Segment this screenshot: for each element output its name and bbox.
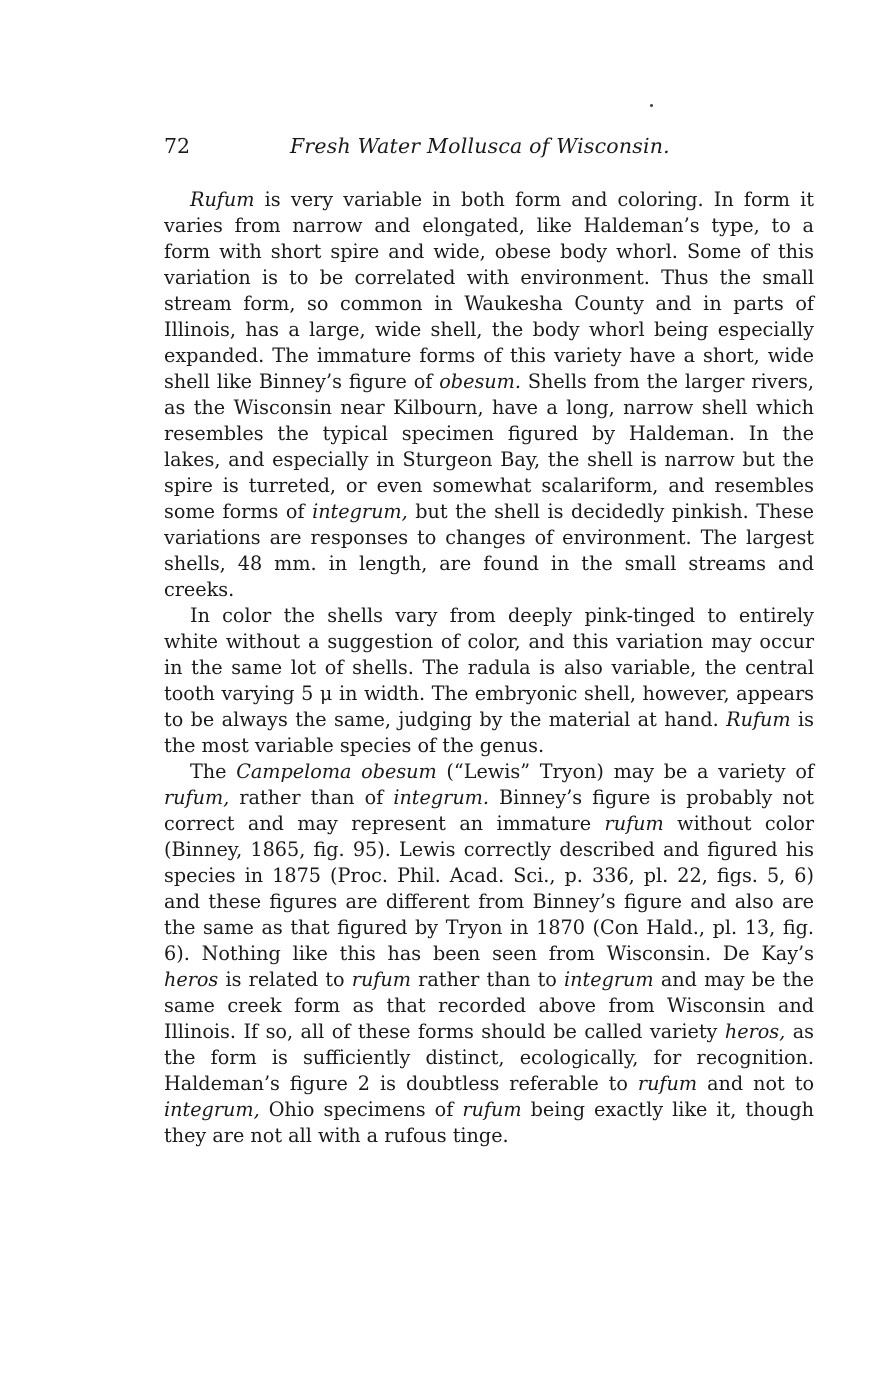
paragraph bbox=[164, 759, 814, 1149]
italic-term: integrum, bbox=[312, 500, 408, 523]
text-run: In color the shells vary from deeply pink-tinged to entirely white without a suggestion of color, and this variation may occur in the same lot of shells. The radula is also variable, the central tooth varying 5 μ in width. The embryonic shell, however, appears to be always the same, judging by the material at hand. bbox=[164, 604, 814, 731]
text-run: as the form is sufficiently distinct, ecologically, for recognition. Haldeman’s figure 2 is doubtless referable to bbox=[164, 1020, 814, 1095]
italic-term: rufum bbox=[604, 812, 664, 835]
italic-term: Campeloma obesum bbox=[236, 760, 437, 783]
page-number: 72 bbox=[164, 134, 191, 158]
paragraph bbox=[164, 187, 814, 603]
italic-term: integrum, bbox=[164, 1098, 260, 1121]
text-run: is the most variable species of the genus. bbox=[164, 708, 814, 757]
text-run: The bbox=[190, 760, 237, 783]
italic-term: heros, bbox=[724, 1020, 786, 1043]
text-run: and not to bbox=[697, 1072, 814, 1095]
text-run: is very variable in both form and coloring. In form it varies from narrow and elongated, like Haldeman’s type, to a form with short spire and wide, obese body whorl. Some of this variation is to be correlated with environment. Thus the small stream form, so common in Waukesha County and in parts of Illinois, has a large, wide shell, the body whorl being especially expanded. The immature forms of this variety have a short, wide shell like Binney’s figure of bbox=[164, 188, 814, 393]
text-run: (“Lewis” Tryon) may be a variety of bbox=[436, 760, 814, 783]
italic-term: rufum, bbox=[164, 786, 230, 809]
italic-term: obesum. bbox=[439, 370, 521, 393]
italic-term: rufum bbox=[637, 1072, 698, 1095]
text-run: is related to bbox=[218, 968, 352, 991]
text-run: being exactly like it, though they are not all with a rufous tinge. bbox=[164, 1098, 814, 1147]
text-run: Binney’s figure is probably not correct and may represent an immature bbox=[164, 786, 814, 835]
text-run: Shells from the larger rivers, as the Wisconsin near Kilbourn, have a long, narrow shell which resembles the typical specimen figured by Haldeman. In the lakes, and especially in Sturgeon Bay, the shell is narrow but the spire is turreted, or even somewhat scalariform, and resembles some forms of bbox=[164, 370, 814, 523]
italic-term: rufum bbox=[351, 968, 411, 991]
page-header bbox=[164, 134, 684, 164]
speck-mark bbox=[650, 104, 653, 107]
text-run: but the shell is decidedly pinkish. These variations are responses to changes of environment. The largest shells, 48 mm. in length, are found in the small streams and creeks. bbox=[164, 500, 814, 601]
italic-term: integrum. bbox=[393, 786, 489, 809]
italic-term: Rufum bbox=[190, 188, 255, 211]
text-run: rather than of bbox=[229, 786, 394, 809]
body-text bbox=[164, 187, 814, 1149]
italic-term: Rufum bbox=[726, 708, 791, 731]
italic-term: integrum bbox=[564, 968, 654, 991]
text-run: Ohio specimens of bbox=[259, 1098, 463, 1121]
italic-term: heros bbox=[164, 968, 219, 991]
text-run: and may be the same creek form as that recorded above from Wisconsin and Illinois. If so, all of these forms should be called variety bbox=[164, 968, 814, 1043]
text-run: without color (Binney, 1865, fig. 95). Lewis correctly described and figured his species in 1875 (Proc. Phil. Acad. Sci., p. 336, pl. 22, figs. 5, 6) and these figures are different from Binney’s figure and also are the same as that figured by Tryon in 1870 (Con Hald., pl. 13, fig. 6). Nothing like this has been seen from Wisconsin. De Kay’s bbox=[164, 812, 814, 965]
italic-term: rufum bbox=[462, 1098, 522, 1121]
running-title: Fresh Water Mollusca of Wisconsin. bbox=[290, 134, 670, 158]
text-run: rather than to bbox=[410, 968, 565, 991]
paragraph bbox=[164, 603, 814, 759]
